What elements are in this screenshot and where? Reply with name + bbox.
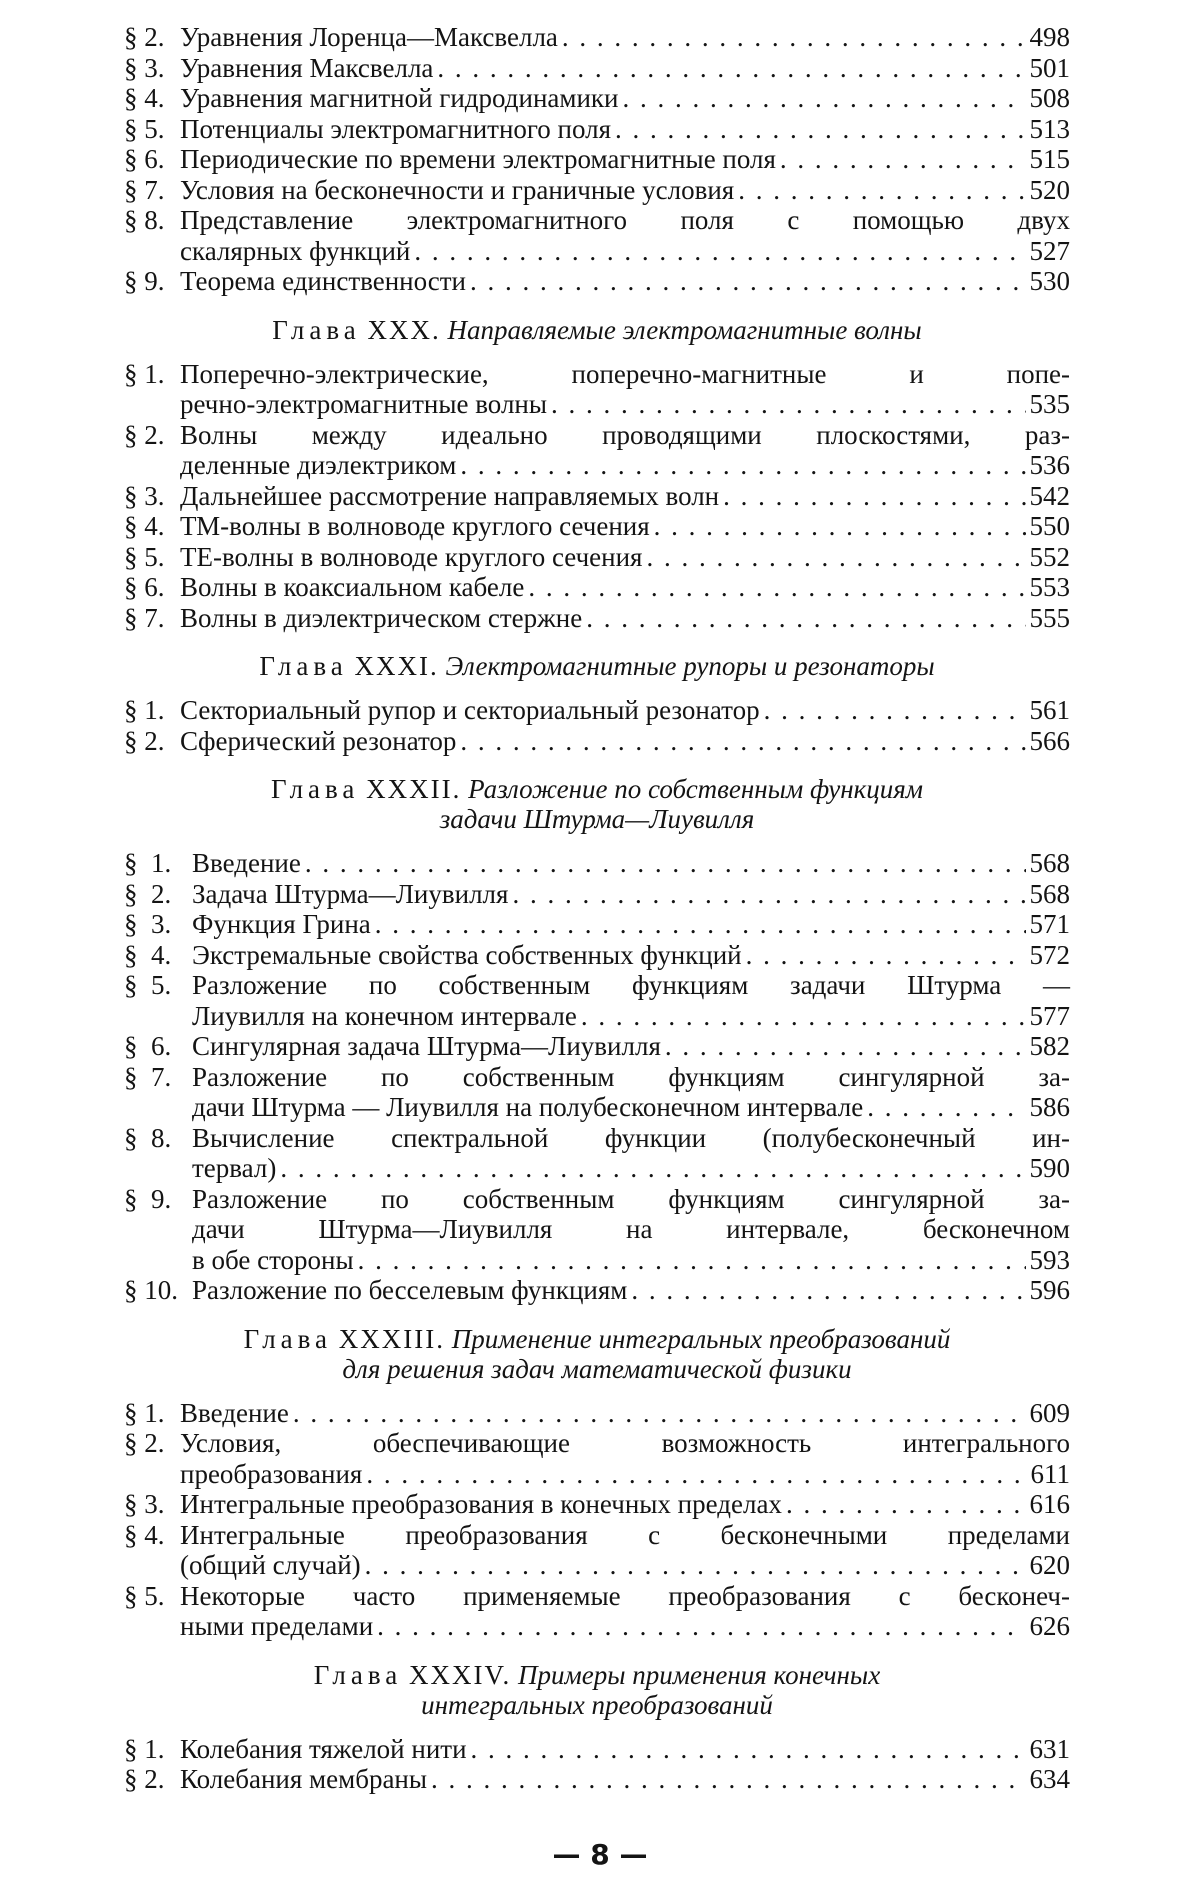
section-number: § 4. — [124, 939, 172, 970]
leader-dots — [551, 389, 1025, 420]
chapter-number: XXXIII. — [338, 1323, 446, 1354]
toc-entry — [124, 175, 1070, 206]
leader-dots — [623, 83, 1026, 114]
entry-title-line — [180, 542, 1070, 573]
entry-title: Дальнейшее рассмотрение направляемых волн — [180, 480, 720, 511]
page-number-ref: 582 — [1029, 1031, 1070, 1061]
entry-title-line — [180, 511, 1070, 542]
chapter-heading — [124, 315, 1070, 345]
page-number-ref: 626 — [1029, 1611, 1070, 1641]
section-number: § 2. — [124, 1428, 165, 1458]
entry-text — [180, 53, 1070, 84]
leader-dots — [746, 940, 1026, 971]
entry-title-line: Поперечно-электрические, поперечно-магнитные и попе- — [180, 358, 1070, 389]
chapter-word: Глава — [313, 1659, 403, 1690]
page-number-ref: 508 — [1029, 83, 1070, 113]
page-number-ref: 634 — [1029, 1764, 1070, 1794]
entry-text — [180, 83, 1070, 114]
entry-title-line: дачи Штурма—Лиувилля на интервале, бесконечном — [192, 1214, 1070, 1244]
entry-text — [192, 909, 1070, 940]
entry-title-line: Вычисление спектральной функции (полубесконечный ин- — [192, 1122, 1070, 1153]
page-number-ref: 530 — [1029, 266, 1070, 296]
toc-entry — [124, 909, 1070, 940]
leader-dots — [764, 695, 1026, 726]
section-number: § 4. — [124, 83, 165, 113]
page-number-ref: 536 — [1029, 450, 1070, 480]
chapter-title: для решения задач математической физики — [342, 1353, 852, 1384]
leader-dots — [665, 1031, 1026, 1062]
entry-text — [180, 603, 1070, 634]
toc-entry — [124, 22, 1070, 53]
toc-entry — [124, 1428, 1070, 1489]
toc-entry — [124, 1123, 1070, 1184]
entry-title-line — [180, 1611, 1070, 1642]
entry-text — [192, 879, 1070, 910]
entry-title: Уравнения магнитной гидродинамики — [180, 83, 619, 113]
entry-title-line — [192, 909, 1070, 940]
toc-entry — [124, 572, 1070, 603]
entry-title: ТМ-волны в волноводе круглого сечения — [180, 511, 650, 541]
leader-dots — [431, 1764, 1025, 1795]
entry-text — [180, 144, 1070, 175]
page-number-ref: 501 — [1029, 52, 1070, 83]
entry-title-line — [180, 695, 1070, 726]
entry-title-line — [180, 144, 1070, 175]
entry-title: Условия на бесконечности и граничные условия — [180, 174, 735, 205]
entry-text — [180, 511, 1070, 542]
entry-title: деленные диэлектриком — [180, 450, 457, 480]
toc-entry — [124, 481, 1070, 512]
section-number: § 1. — [124, 1733, 165, 1764]
chapter-number: XXXIV. — [408, 1659, 512, 1690]
chapter-title: Примеры применения конечных — [517, 1659, 881, 1690]
page-number-ref: 596 — [1029, 1275, 1070, 1305]
section-number: § 1. — [124, 358, 165, 389]
entry-text — [180, 1489, 1070, 1520]
leader-dots — [365, 1550, 1026, 1581]
leader-dots — [780, 144, 1026, 175]
entry-text — [180, 205, 1070, 266]
leader-dots — [528, 572, 1025, 603]
section-number: § 2. — [124, 725, 165, 756]
toc-section — [124, 1324, 1070, 1642]
leader-dots — [723, 481, 1025, 512]
chapter-word: Глава — [243, 1323, 333, 1354]
toc-entry — [124, 879, 1070, 910]
section-number: § 3. — [124, 1489, 165, 1519]
entry-title: дачи Штурма — Лиувилля на полубесконечном интервале — [192, 1092, 864, 1122]
entry-title: Уравнения Максвелла — [180, 52, 434, 83]
entry-title-line — [180, 1550, 1070, 1581]
entry-title: ными пределами — [180, 1611, 374, 1641]
toc-entry — [124, 940, 1070, 971]
leader-dots — [615, 114, 1025, 145]
entry-title: в обе стороны — [192, 1244, 354, 1275]
entry-title-line — [192, 848, 1070, 879]
entry-title-line — [180, 1764, 1070, 1795]
entry-title-line — [192, 879, 1070, 910]
entry-title-line: Волны между идеально проводящими плоскостями, раз- — [180, 419, 1070, 450]
leader-dots — [280, 1153, 1025, 1184]
section-number: § 7. — [124, 174, 165, 205]
entry-text — [180, 726, 1070, 757]
section-number: § 8. — [124, 1122, 172, 1153]
page-number-ref: 498 — [1029, 22, 1070, 52]
toc-entry — [124, 1062, 1070, 1123]
page-number-ref: 513 — [1029, 113, 1070, 144]
entry-title: Волны в коаксиальном кабеле — [180, 572, 525, 602]
entry-title: Колебания мембраны — [180, 1764, 428, 1794]
entry-title: Интегральные преобразования в конечных пределах — [180, 1489, 782, 1519]
chapter-title: Применение интегральных преобразований — [451, 1323, 951, 1354]
entry-title-line — [180, 389, 1070, 420]
entry-text — [180, 1428, 1070, 1489]
toc-entry — [124, 1275, 1070, 1306]
entry-title-line — [180, 603, 1070, 634]
entry-title: Сингулярная задача Штурма—Лиувилля — [192, 1031, 661, 1061]
entry-title: Введение — [180, 1397, 289, 1428]
leader-dots — [358, 1245, 1026, 1276]
entry-title-line: Некоторые часто применяемые преобразования с бесконеч- — [180, 1580, 1070, 1611]
chapter-heading — [124, 774, 1070, 834]
section-number: § 5. — [124, 541, 165, 572]
page-number-ref: 520 — [1029, 174, 1070, 205]
entry-text — [192, 1275, 1070, 1306]
chapter-number: XXXII. — [366, 774, 462, 804]
entry-text — [180, 266, 1070, 297]
toc-entry — [124, 53, 1070, 84]
entry-title-line — [180, 236, 1070, 267]
entry-title-line — [192, 1153, 1070, 1184]
entry-text — [180, 481, 1070, 512]
page-number-ref: 586 — [1029, 1092, 1070, 1122]
page-number-ref: 616 — [1029, 1489, 1070, 1519]
entry-text — [180, 542, 1070, 573]
section-number: § 2. — [124, 419, 165, 450]
entry-title: Секториальный рупор и секториальный резонатор — [180, 695, 760, 725]
entry-text — [192, 1184, 1070, 1276]
leader-dots — [414, 236, 1025, 267]
toc-entry — [124, 420, 1070, 481]
entry-text — [180, 572, 1070, 603]
page-number-ref: 550 — [1029, 511, 1070, 541]
section-number: § 4. — [124, 1519, 165, 1550]
entry-text — [180, 1398, 1070, 1429]
chapter-title: интегральных преобразований — [421, 1689, 773, 1720]
entry-title: Введение — [192, 848, 301, 878]
page-number-ref: 561 — [1029, 695, 1070, 725]
toc-entry — [124, 542, 1070, 573]
entry-title-line — [180, 572, 1070, 603]
entry-text — [192, 848, 1070, 879]
section-number: § 8. — [124, 205, 165, 235]
toc-section — [124, 774, 1070, 1306]
leader-dots — [293, 1398, 1026, 1429]
entry-title: Волны в диэлектрическом стержне — [180, 602, 583, 633]
entry-text — [192, 940, 1070, 971]
leader-dots — [460, 450, 1025, 481]
toc-entry — [124, 848, 1070, 879]
entry-text — [180, 420, 1070, 481]
section-number: § 9. — [124, 266, 165, 296]
entry-text — [180, 695, 1070, 726]
entry-title: Лиувилля на конечном интервале — [192, 1000, 577, 1031]
section-number: § 7. — [124, 1061, 172, 1092]
chapter-number: XXX. — [367, 314, 441, 345]
chapter-word: Глава — [270, 774, 360, 804]
entry-title: Сферический резонатор — [180, 725, 457, 756]
leader-dots — [471, 1734, 1026, 1765]
toc-entry — [124, 1581, 1070, 1642]
entry-title: Уравнения Лоренца—Максвелла — [180, 22, 558, 52]
section-number: § 4. — [124, 511, 165, 541]
page-number-ref: 568 — [1029, 878, 1070, 909]
toc-section — [124, 651, 1070, 756]
entry-title: Потенциалы электромагнитного поля — [180, 113, 612, 144]
page-number: — 8 — — [552, 1838, 648, 1871]
entry-text — [192, 1031, 1070, 1062]
entry-title-line — [180, 450, 1070, 481]
toc-entry — [124, 1031, 1070, 1062]
toc-entry — [124, 83, 1070, 114]
toc-section — [124, 315, 1070, 634]
section-number: § 1. — [124, 848, 172, 878]
page-number-ref: 620 — [1029, 1550, 1070, 1580]
page-number-ref: 555 — [1029, 602, 1070, 633]
leader-dots — [581, 1001, 1026, 1032]
section-number: § 2. — [124, 22, 165, 52]
page-number-ref: 527 — [1029, 235, 1070, 266]
leader-dots — [738, 175, 1025, 206]
entry-title-line: Интегральные преобразования с бесконечными пределами — [180, 1519, 1070, 1550]
page-number-ref: 593 — [1029, 1244, 1070, 1275]
entry-title-line — [180, 266, 1070, 297]
toc-entry — [124, 114, 1070, 145]
entry-title: Разложение по бесселевым функциям — [192, 1275, 628, 1305]
page-number-ref: 577 — [1029, 1000, 1070, 1031]
toc-entry — [124, 1489, 1070, 1520]
entry-title-line — [180, 175, 1070, 206]
section-number: § 6. — [124, 572, 165, 602]
toc-entry — [124, 1734, 1070, 1765]
chapter-word: Глава — [272, 314, 361, 345]
leader-dots — [470, 266, 1026, 297]
section-number: § 7. — [124, 602, 165, 633]
toc-entry — [124, 1184, 1070, 1276]
entry-title: Периодические по времени электромагнитные поля — [180, 144, 776, 174]
chapter-word: Глава — [259, 651, 348, 681]
toc-section — [124, 1660, 1070, 1795]
entry-title-line: Разложение по собственным функциям сингулярной за- — [192, 1061, 1070, 1092]
entry-title-line — [192, 1001, 1070, 1032]
entry-title-line: Условия, обеспечивающие возможность интегрального — [180, 1428, 1070, 1458]
leader-dots — [512, 879, 1025, 910]
entry-text — [192, 1123, 1070, 1184]
entry-text — [180, 1734, 1070, 1765]
section-number: § 10. — [124, 1275, 178, 1305]
entry-title-line — [180, 1398, 1070, 1429]
entry-text — [180, 22, 1070, 53]
leader-dots — [867, 1092, 1025, 1123]
page-number-ref: 515 — [1029, 144, 1070, 174]
toc-entry — [124, 970, 1070, 1031]
entry-title-line: Представление электромагнитного поля с помощью двух — [180, 205, 1070, 235]
entry-title: ТЕ-волны в волноводе круглого сечения — [180, 541, 643, 572]
section-number: § 3. — [124, 909, 172, 939]
toc-entry — [124, 695, 1070, 726]
toc-entry — [124, 511, 1070, 542]
entry-text — [180, 359, 1070, 420]
section-number: § 5. — [124, 113, 165, 144]
entry-text — [180, 1520, 1070, 1581]
toc-section — [124, 22, 1070, 297]
section-number: § 5. — [124, 1580, 165, 1611]
entry-title: Экстремальные свойства собственных функций — [192, 939, 742, 970]
entry-title-line: Разложение по собственным функциям сингулярной за- — [192, 1183, 1070, 1214]
chapter-title: Разложение по собственным функциям — [468, 774, 924, 804]
entry-text — [180, 114, 1070, 145]
toc-entry — [124, 1520, 1070, 1581]
section-number: § 2. — [124, 1764, 165, 1794]
entry-title-line: Разложение по собственным функциям задачи Штурма — — [192, 970, 1070, 1000]
entry-title: тервал) — [192, 1153, 277, 1183]
chapter-title: Направляемые электромагнитные волны — [447, 314, 922, 345]
leader-dots — [786, 1489, 1026, 1520]
toc-entry — [124, 359, 1070, 420]
chapter-heading — [124, 1324, 1070, 1384]
section-number: § 5. — [124, 970, 172, 1000]
chapter-number: XXXI. — [354, 651, 439, 681]
entry-text — [180, 1581, 1070, 1642]
toc-entry — [124, 1764, 1070, 1795]
entry-text — [180, 1764, 1070, 1795]
section-number: § 1. — [124, 695, 165, 725]
leader-dots — [305, 848, 1026, 879]
leader-dots — [437, 53, 1025, 84]
entry-title: скалярных функций — [180, 235, 411, 266]
entry-title-line — [192, 1031, 1070, 1062]
chapter-heading — [124, 651, 1070, 681]
page-number-ref: 611 — [1030, 1458, 1070, 1489]
section-number: § 2. — [124, 878, 172, 909]
toc-entry — [124, 603, 1070, 634]
table-of-contents — [124, 22, 1070, 1795]
entry-title: преобразования — [180, 1458, 363, 1489]
section-number: § 6. — [124, 1031, 172, 1061]
leader-dots — [654, 511, 1026, 542]
section-number: § 9. — [124, 1183, 172, 1214]
entry-title: Колебания тяжелой нити — [180, 1733, 467, 1764]
toc-entry — [124, 266, 1070, 297]
page-number-ref: 609 — [1029, 1397, 1070, 1428]
entry-text — [180, 175, 1070, 206]
entry-title-line — [180, 114, 1070, 145]
entry-title: Функция Грина — [192, 909, 371, 939]
section-number: § 3. — [124, 480, 165, 511]
page-number-ref: 590 — [1029, 1153, 1070, 1183]
page-number-ref: 566 — [1029, 725, 1070, 756]
entry-title: Задача Штурма—Лиувилля — [192, 878, 509, 909]
entry-title-line — [192, 1245, 1070, 1276]
leader-dots — [377, 1611, 1025, 1642]
chapter-title: Электромагнитные рупоры и резонаторы — [445, 651, 935, 681]
entry-text — [192, 1062, 1070, 1123]
page-number-ref: 535 — [1029, 389, 1070, 419]
page-number-ref: 572 — [1029, 939, 1070, 970]
entry-title: Теорема единственности — [180, 266, 466, 296]
toc-entry — [124, 205, 1070, 266]
page-number-ref: 552 — [1029, 541, 1070, 572]
leader-dots — [631, 1275, 1025, 1306]
chapter-heading — [124, 1660, 1070, 1720]
leader-dots — [366, 1459, 1026, 1490]
toc-entry — [124, 144, 1070, 175]
entry-title-line — [180, 1459, 1070, 1490]
page-number-ref: 631 — [1029, 1733, 1070, 1764]
entry-title-line — [192, 1092, 1070, 1123]
leader-dots — [375, 909, 1026, 940]
entry-title-line — [180, 1489, 1070, 1520]
toc-entry — [124, 726, 1070, 757]
entry-title-line — [180, 53, 1070, 84]
leader-dots — [460, 726, 1025, 757]
entry-title: (общий случай) — [180, 1550, 361, 1580]
chapter-title: задачи Штурма—Лиувилля — [439, 804, 755, 834]
section-number: § 3. — [124, 52, 165, 83]
toc-entry — [124, 1398, 1070, 1429]
entry-title-line — [180, 481, 1070, 512]
page-number-ref: 568 — [1029, 848, 1070, 878]
entry-title-line — [180, 726, 1070, 757]
leader-dots — [562, 22, 1026, 53]
page-number-ref: 542 — [1029, 480, 1070, 511]
entry-title-line — [180, 22, 1070, 53]
leader-dots — [586, 603, 1025, 634]
page-number-ref: 571 — [1029, 909, 1070, 939]
entry-title-line — [192, 940, 1070, 971]
entry-title-line — [180, 83, 1070, 114]
leader-dots — [646, 542, 1025, 573]
entry-text — [192, 970, 1070, 1031]
entry-title: речно-электромагнитные волны — [180, 389, 548, 419]
section-number: § 6. — [124, 144, 165, 174]
page-number-ref: 553 — [1029, 572, 1070, 602]
entry-title-line — [192, 1275, 1070, 1306]
entry-title-line — [180, 1734, 1070, 1765]
section-number: § 1. — [124, 1397, 165, 1428]
